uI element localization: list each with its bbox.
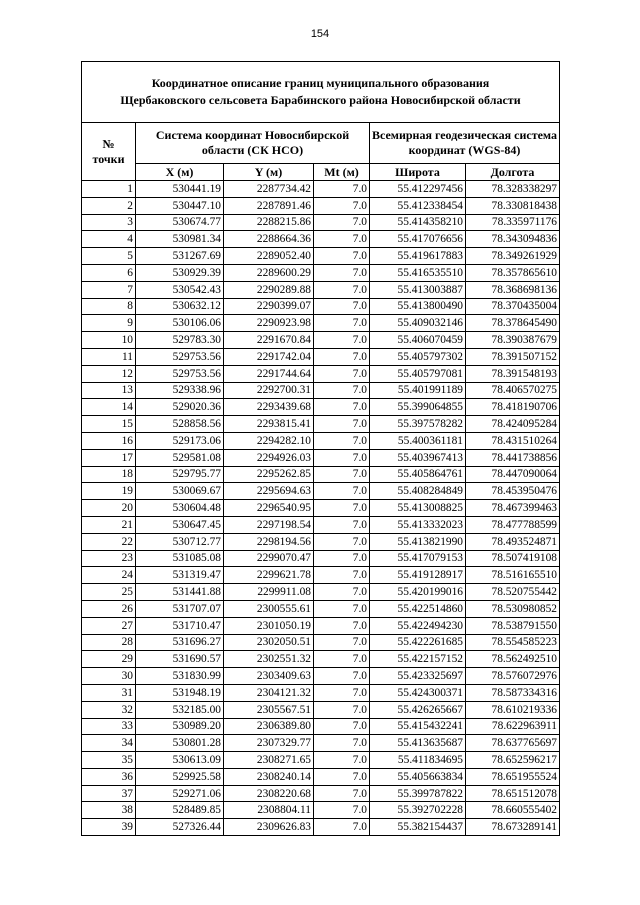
y-value: 2289052.40 (224, 248, 314, 265)
table-row (82, 231, 560, 248)
x-value: 531441.88 (136, 584, 224, 601)
point-number: 7 (82, 281, 136, 298)
x-value: 531319.47 (136, 567, 224, 584)
y-value: 2299911.08 (224, 584, 314, 601)
table-row (82, 382, 560, 399)
mt-value: 7.0 (314, 298, 370, 315)
x-value: 531696.27 (136, 634, 224, 651)
point-number: 12 (82, 365, 136, 382)
longitude-value: 78.651955524 (466, 768, 560, 785)
mt-value: 7.0 (314, 281, 370, 298)
table-row (82, 768, 560, 785)
longitude-value: 78.660555402 (466, 802, 560, 819)
point-number: 27 (82, 617, 136, 634)
mt-value: 7.0 (314, 248, 370, 265)
latitude-value: 55.399064855 (370, 399, 466, 416)
latitude-value: 55.413635687 (370, 735, 466, 752)
x-value: 530801.28 (136, 735, 224, 752)
mt-value: 7.0 (314, 231, 370, 248)
y-value: 2308271.65 (224, 752, 314, 769)
x-value: 529173.06 (136, 432, 224, 449)
longitude-value: 78.587334316 (466, 684, 560, 701)
longitude-value: 78.516165510 (466, 567, 560, 584)
mt-value: 7.0 (314, 668, 370, 685)
y-value: 2290289.88 (224, 281, 314, 298)
longitude-value: 78.610219336 (466, 701, 560, 718)
y-value: 2290923.98 (224, 315, 314, 332)
latitude-value: 55.413008825 (370, 500, 466, 517)
longitude-header: Долгота (466, 164, 560, 181)
coordinates-table (81, 61, 560, 836)
y-value: 2302551.32 (224, 651, 314, 668)
mt-value: 7.0 (314, 533, 370, 550)
y-value: 2306389.80 (224, 718, 314, 735)
table-row (82, 802, 560, 819)
y-value: 2287734.42 (224, 181, 314, 198)
longitude-value: 78.370435004 (466, 298, 560, 315)
table-row (82, 181, 560, 198)
y-value: 2299070.47 (224, 550, 314, 567)
x-value: 530613.09 (136, 752, 224, 769)
latitude-value: 55.414358210 (370, 214, 466, 231)
latitude-header: Широта (370, 164, 466, 181)
x-value: 530604.48 (136, 500, 224, 517)
mt-header: Mt (м) (314, 164, 370, 181)
mt-value: 7.0 (314, 399, 370, 416)
longitude-value: 78.453950476 (466, 483, 560, 500)
latitude-value: 55.422261685 (370, 634, 466, 651)
wgs-system-header: Всемирная геодезическая система координат (WGS-84) (370, 123, 560, 164)
latitude-value: 55.405797081 (370, 365, 466, 382)
mt-value: 7.0 (314, 567, 370, 584)
longitude-value: 78.538791550 (466, 617, 560, 634)
table-row (82, 365, 560, 382)
x-value: 528858.56 (136, 416, 224, 433)
point-number: 17 (82, 449, 136, 466)
mt-value: 7.0 (314, 651, 370, 668)
x-value: 531710.47 (136, 617, 224, 634)
point-number: 26 (82, 600, 136, 617)
y-header: Y (м) (224, 164, 314, 181)
point-number: 6 (82, 264, 136, 281)
y-value: 2294282.10 (224, 432, 314, 449)
y-value: 2288215.86 (224, 214, 314, 231)
latitude-value: 55.426265667 (370, 701, 466, 718)
y-value: 2302050.51 (224, 634, 314, 651)
point-number: 25 (82, 584, 136, 601)
latitude-value: 55.397578282 (370, 416, 466, 433)
longitude-value: 78.652596217 (466, 752, 560, 769)
x-value: 530542.43 (136, 281, 224, 298)
longitude-value: 78.467399463 (466, 500, 560, 517)
latitude-value: 55.413821990 (370, 533, 466, 550)
longitude-value: 78.431510264 (466, 432, 560, 449)
x-value: 531948.19 (136, 684, 224, 701)
latitude-value: 55.405797302 (370, 348, 466, 365)
latitude-value: 55.417076656 (370, 231, 466, 248)
longitude-value: 78.328338297 (466, 181, 560, 198)
point-number: 19 (82, 483, 136, 500)
point-number: 16 (82, 432, 136, 449)
mt-value: 7.0 (314, 718, 370, 735)
longitude-value: 78.477788599 (466, 516, 560, 533)
latitude-value: 55.420199016 (370, 584, 466, 601)
mt-value: 7.0 (314, 449, 370, 466)
nso-system-header: Система координат Новосибирской области (СК НСО) (136, 123, 370, 164)
latitude-value: 55.424300371 (370, 684, 466, 701)
y-value: 2289600.29 (224, 264, 314, 281)
y-value: 2307329.77 (224, 735, 314, 752)
point-number: 34 (82, 735, 136, 752)
x-value: 531267.69 (136, 248, 224, 265)
mt-value: 7.0 (314, 348, 370, 365)
longitude-value: 78.530980852 (466, 600, 560, 617)
table-row (82, 819, 560, 836)
table-row (82, 432, 560, 449)
longitude-value: 78.441738856 (466, 449, 560, 466)
page-number: 154 (310, 28, 330, 40)
latitude-value: 55.422494230 (370, 617, 466, 634)
mt-value: 7.0 (314, 432, 370, 449)
point-number-label: точки (92, 151, 125, 166)
x-value: 532185.00 (136, 701, 224, 718)
x-value: 530674.77 (136, 214, 224, 231)
longitude-value: 78.562492510 (466, 651, 560, 668)
table-row (82, 735, 560, 752)
point-number: 2 (82, 197, 136, 214)
mt-value: 7.0 (314, 634, 370, 651)
longitude-value: 78.637765697 (466, 735, 560, 752)
point-number: 39 (82, 819, 136, 836)
x-value: 531707.07 (136, 600, 224, 617)
mt-value: 7.0 (314, 365, 370, 382)
point-number: 10 (82, 332, 136, 349)
latitude-value: 55.399787822 (370, 785, 466, 802)
y-value: 2305567.51 (224, 701, 314, 718)
point-number: 23 (82, 550, 136, 567)
table-row (82, 500, 560, 517)
longitude-value: 78.406570275 (466, 382, 560, 399)
mt-value: 7.0 (314, 516, 370, 533)
table-row (82, 449, 560, 466)
y-value: 2303409.63 (224, 668, 314, 685)
y-value: 2296540.95 (224, 500, 314, 517)
table-row (82, 550, 560, 567)
mt-value: 7.0 (314, 416, 370, 433)
y-value: 2292700.31 (224, 382, 314, 399)
table-row (82, 651, 560, 668)
table-row (82, 684, 560, 701)
x-value: 531830.99 (136, 668, 224, 685)
mt-value: 7.0 (314, 264, 370, 281)
table-row (82, 348, 560, 365)
x-value: 528489.85 (136, 802, 224, 819)
x-value: 530989.20 (136, 718, 224, 735)
y-value: 2299621.78 (224, 567, 314, 584)
y-value: 2293815.41 (224, 416, 314, 433)
point-number: 28 (82, 634, 136, 651)
longitude-value: 78.378645490 (466, 315, 560, 332)
latitude-value: 55.413003887 (370, 281, 466, 298)
point-number: 38 (82, 802, 136, 819)
table-row (82, 197, 560, 214)
mt-value: 7.0 (314, 752, 370, 769)
y-value: 2293439.68 (224, 399, 314, 416)
x-value: 530106.06 (136, 315, 224, 332)
table-row (82, 315, 560, 332)
table-row (82, 752, 560, 769)
longitude-value: 78.390387679 (466, 332, 560, 349)
y-value: 2301050.19 (224, 617, 314, 634)
mt-value: 7.0 (314, 500, 370, 517)
longitude-value: 78.520755442 (466, 584, 560, 601)
mt-value: 7.0 (314, 802, 370, 819)
x-value: 530069.67 (136, 483, 224, 500)
table-row (82, 214, 560, 231)
y-value: 2300555.61 (224, 600, 314, 617)
y-value: 2308804.11 (224, 802, 314, 819)
table-row (82, 264, 560, 281)
mt-value: 7.0 (314, 701, 370, 718)
mt-value: 7.0 (314, 768, 370, 785)
title-line-1: Координатное описание границ муниципального образования (151, 76, 490, 90)
x-value: 530712.77 (136, 533, 224, 550)
x-value: 529783.30 (136, 332, 224, 349)
point-number: 9 (82, 315, 136, 332)
latitude-value: 55.413800490 (370, 298, 466, 315)
point-number: 13 (82, 382, 136, 399)
point-number: 14 (82, 399, 136, 416)
y-value: 2287891.46 (224, 197, 314, 214)
y-value: 2288664.36 (224, 231, 314, 248)
x-value: 530447.10 (136, 197, 224, 214)
point-number: 24 (82, 567, 136, 584)
y-value: 2291742.04 (224, 348, 314, 365)
longitude-value: 78.447090064 (466, 466, 560, 483)
longitude-value: 78.330818438 (466, 197, 560, 214)
mt-value: 7.0 (314, 617, 370, 634)
x-value: 529020.36 (136, 399, 224, 416)
x-value: 529753.56 (136, 348, 224, 365)
y-value: 2304121.32 (224, 684, 314, 701)
latitude-value: 55.415432241 (370, 718, 466, 735)
longitude-value: 78.424095284 (466, 416, 560, 433)
mt-value: 7.0 (314, 197, 370, 214)
y-value: 2295694.63 (224, 483, 314, 500)
mt-value: 7.0 (314, 466, 370, 483)
y-value: 2290399.07 (224, 298, 314, 315)
point-number: 18 (82, 466, 136, 483)
mt-value: 7.0 (314, 684, 370, 701)
latitude-value: 55.405663834 (370, 768, 466, 785)
table-row (82, 416, 560, 433)
y-value: 2309626.83 (224, 819, 314, 836)
x-value: 529338.96 (136, 382, 224, 399)
longitude-value: 78.418190706 (466, 399, 560, 416)
point-number: 31 (82, 684, 136, 701)
table-row (82, 483, 560, 500)
x-value: 529753.56 (136, 365, 224, 382)
latitude-value: 55.413332023 (370, 516, 466, 533)
latitude-value: 55.409032146 (370, 315, 466, 332)
point-number-header (82, 123, 136, 181)
mt-value: 7.0 (314, 332, 370, 349)
x-value: 531690.57 (136, 651, 224, 668)
longitude-value: 78.493524871 (466, 533, 560, 550)
point-number: 29 (82, 651, 136, 668)
longitude-value: 78.357865610 (466, 264, 560, 281)
latitude-value: 55.382154437 (370, 819, 466, 836)
mt-value: 7.0 (314, 214, 370, 231)
x-value: 529271.06 (136, 785, 224, 802)
x-header: X (м) (136, 164, 224, 181)
longitude-value: 78.368698136 (466, 281, 560, 298)
title-line-2: Щербаковского сельсовета Барабинского района Новосибирской области (120, 93, 521, 107)
mt-value: 7.0 (314, 483, 370, 500)
point-number: 5 (82, 248, 136, 265)
mt-value: 7.0 (314, 382, 370, 399)
table-row (82, 567, 560, 584)
latitude-value: 55.408284849 (370, 483, 466, 500)
x-value: 529795.77 (136, 466, 224, 483)
y-value: 2295262.85 (224, 466, 314, 483)
table-row (82, 584, 560, 601)
point-number: 36 (82, 768, 136, 785)
longitude-value: 78.349261929 (466, 248, 560, 265)
x-value: 530929.39 (136, 264, 224, 281)
table-row (82, 332, 560, 349)
table-row (82, 248, 560, 265)
longitude-value: 78.651512078 (466, 785, 560, 802)
table-row (82, 718, 560, 735)
latitude-value: 55.400361181 (370, 432, 466, 449)
x-value: 530632.12 (136, 298, 224, 315)
point-number: 37 (82, 785, 136, 802)
mt-value: 7.0 (314, 181, 370, 198)
mt-value: 7.0 (314, 315, 370, 332)
latitude-value: 55.416535510 (370, 264, 466, 281)
table-title (82, 62, 560, 123)
latitude-value: 55.423325697 (370, 668, 466, 685)
longitude-value: 78.391548193 (466, 365, 560, 382)
point-number-symbol: № (102, 136, 115, 151)
x-value: 527326.44 (136, 819, 224, 836)
point-number: 20 (82, 500, 136, 517)
table-row (82, 785, 560, 802)
latitude-value: 55.412297456 (370, 181, 466, 198)
table-row (82, 516, 560, 533)
table-row (82, 634, 560, 651)
table-row (82, 701, 560, 718)
table-row (82, 668, 560, 685)
longitude-value: 78.622963911 (466, 718, 560, 735)
point-number: 30 (82, 668, 136, 685)
point-number: 21 (82, 516, 136, 533)
table-row (82, 600, 560, 617)
latitude-value: 55.412338454 (370, 197, 466, 214)
point-number: 11 (82, 348, 136, 365)
x-value: 529925.58 (136, 768, 224, 785)
table-body (82, 181, 560, 836)
longitude-value: 78.391507152 (466, 348, 560, 365)
y-value: 2308240.14 (224, 768, 314, 785)
mt-value: 7.0 (314, 600, 370, 617)
point-number: 15 (82, 416, 136, 433)
latitude-value: 55.422514860 (370, 600, 466, 617)
longitude-value: 78.673289141 (466, 819, 560, 836)
point-number: 35 (82, 752, 136, 769)
latitude-value: 55.401991189 (370, 382, 466, 399)
latitude-value: 55.417079153 (370, 550, 466, 567)
latitude-value: 55.411834695 (370, 752, 466, 769)
latitude-value: 55.422157152 (370, 651, 466, 668)
y-value: 2291670.84 (224, 332, 314, 349)
y-value: 2308220.68 (224, 785, 314, 802)
y-value: 2291744.64 (224, 365, 314, 382)
longitude-value: 78.343094836 (466, 231, 560, 248)
mt-value: 7.0 (314, 785, 370, 802)
table-row (82, 466, 560, 483)
longitude-value: 78.554585223 (466, 634, 560, 651)
point-number: 32 (82, 701, 136, 718)
point-number: 8 (82, 298, 136, 315)
latitude-value: 55.419617883 (370, 248, 466, 265)
point-number: 22 (82, 533, 136, 550)
x-value: 530647.45 (136, 516, 224, 533)
latitude-value: 55.405864761 (370, 466, 466, 483)
x-value: 530441.19 (136, 181, 224, 198)
table-row (82, 617, 560, 634)
x-value: 530981.34 (136, 231, 224, 248)
mt-value: 7.0 (314, 550, 370, 567)
x-value: 531085.08 (136, 550, 224, 567)
point-number: 3 (82, 214, 136, 231)
table-row (82, 399, 560, 416)
table-row (82, 281, 560, 298)
longitude-value: 78.576072976 (466, 668, 560, 685)
y-value: 2297198.54 (224, 516, 314, 533)
longitude-value: 78.507419108 (466, 550, 560, 567)
y-value: 2294926.03 (224, 449, 314, 466)
latitude-value: 55.403967413 (370, 449, 466, 466)
mt-value: 7.0 (314, 735, 370, 752)
y-value: 2298194.56 (224, 533, 314, 550)
latitude-value: 55.419128917 (370, 567, 466, 584)
x-value: 529581.08 (136, 449, 224, 466)
mt-value: 7.0 (314, 584, 370, 601)
point-number: 33 (82, 718, 136, 735)
point-number: 1 (82, 181, 136, 198)
latitude-value: 55.406070459 (370, 332, 466, 349)
latitude-value: 55.392702228 (370, 802, 466, 819)
longitude-value: 78.335971176 (466, 214, 560, 231)
mt-value: 7.0 (314, 819, 370, 836)
point-number: 4 (82, 231, 136, 248)
table-row (82, 298, 560, 315)
table-row (82, 533, 560, 550)
